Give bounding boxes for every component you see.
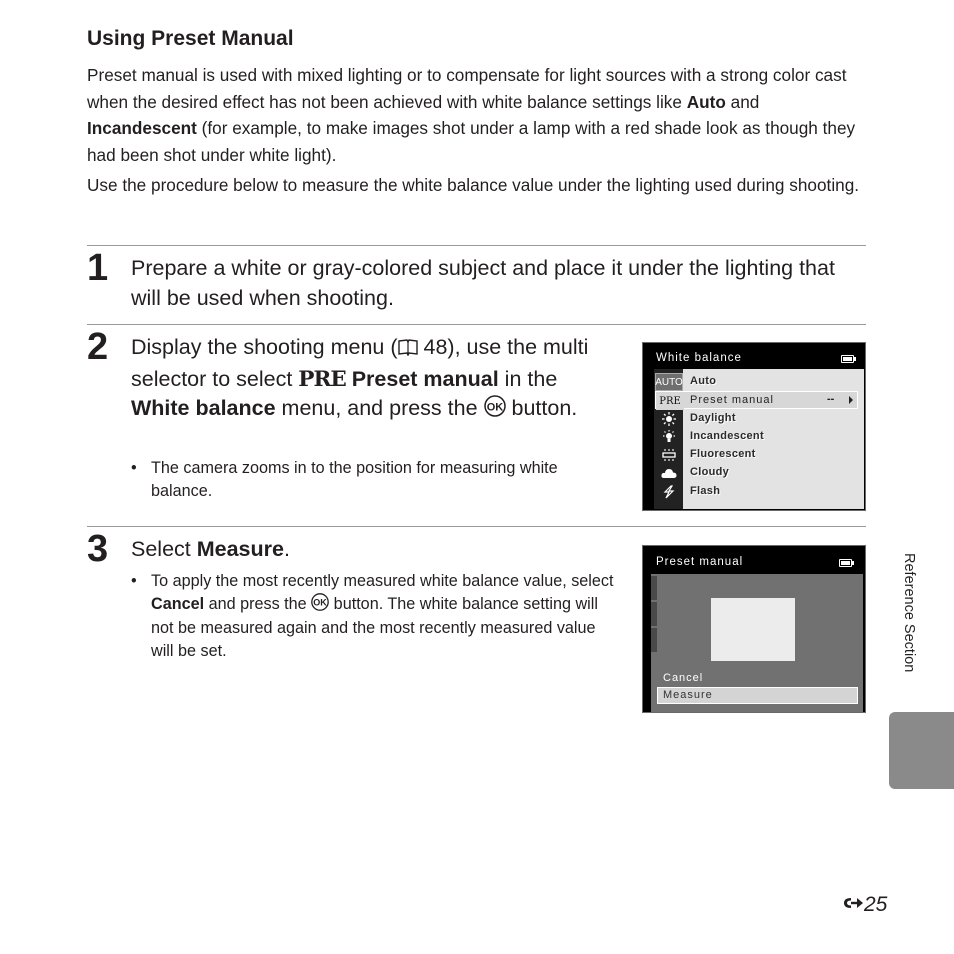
side-indicator (651, 576, 657, 600)
svg-text:OK: OK (313, 597, 327, 608)
bulb-icon (655, 428, 683, 446)
step-1-number: 1 (87, 247, 109, 289)
menu-item-incandescent[interactable]: Incandescent (655, 428, 858, 446)
preset-value: -- (827, 393, 835, 405)
side-indicator (651, 628, 657, 652)
menu-item-daylight[interactable]: Daylight (655, 410, 858, 428)
intro-paragraph-2: Use the procedure below to measure the white balance value under the lighting used during shooting. (87, 175, 860, 195)
page-number: 25 (842, 893, 887, 917)
divider (87, 245, 866, 246)
screen-title: Preset manual (656, 556, 744, 568)
sun-icon (655, 410, 683, 428)
step-2-text: Display the shooting menu ( 48), use the multi selector to select PRE Preset manual in the White balance menu, and press the OK button. (131, 333, 611, 426)
menu-item-preset-manual[interactable]: PRE Preset manual -- (655, 391, 858, 409)
svg-text:OK: OK (486, 401, 503, 414)
side-indicator (651, 602, 657, 626)
arrow-right-icon (849, 396, 853, 404)
intro-paragraph-1: Preset manual is used with mixed lighting or to compensate for light sources with a strong color cast when the desired effect has not been achieved with white balance settings like Auto and Incandescent (for example, to make images shot under a lamp with a red shade look as though they had been shot under white light). (87, 65, 856, 165)
step-3-bullet: • To apply the most recently measured white balance value, select Cancel and press the OK button. The white balance setting will not be measured again and the most recently measured value will be set. (131, 572, 614, 660)
divider (87, 526, 866, 527)
battery-icon (839, 559, 852, 567)
measurement-frame (711, 598, 795, 661)
divider (87, 324, 866, 325)
fluorescent-icon (655, 446, 683, 464)
step-2-bullet: • The camera zooms in to the position for measuring white balance. (131, 459, 558, 500)
measure-option[interactable]: Measure (657, 687, 858, 704)
ok-button-icon (311, 593, 329, 618)
flash-icon (655, 483, 683, 501)
ok-button-icon (484, 395, 506, 426)
cancel-option[interactable]: Cancel (663, 672, 704, 684)
cloud-icon (655, 464, 683, 482)
book-reference-icon (398, 335, 418, 365)
step-3-text: Select Measure. (131, 537, 290, 561)
menu-item-fluorescent[interactable]: Fluorescent (655, 446, 858, 464)
preset-manual-screen (642, 545, 866, 713)
side-section-label: Reference Section (901, 553, 917, 673)
screen-title: White balance (656, 352, 742, 364)
preset-manual-icon: PRE (298, 366, 346, 392)
step-1-text: Prepare a white or gray-colored subject and place it under the lighting that will be used when shooting. (131, 256, 835, 310)
menu-item-auto[interactable]: AUTO Auto (655, 373, 858, 391)
white-balance-screen (642, 342, 866, 511)
step-3-number: 3 (87, 528, 109, 570)
battery-icon (841, 355, 854, 363)
menu-item-cloudy[interactable]: Cloudy (655, 464, 858, 482)
menu-item-flash[interactable]: Flash (655, 483, 858, 501)
step-2-number: 2 (87, 326, 109, 368)
section-title: Using Preset Manual (87, 27, 294, 50)
reference-section-icon (842, 893, 864, 917)
auto-icon: AUTO (655, 373, 683, 391)
section-tab (889, 712, 954, 789)
preset-manual-icon: PRE (656, 392, 684, 410)
